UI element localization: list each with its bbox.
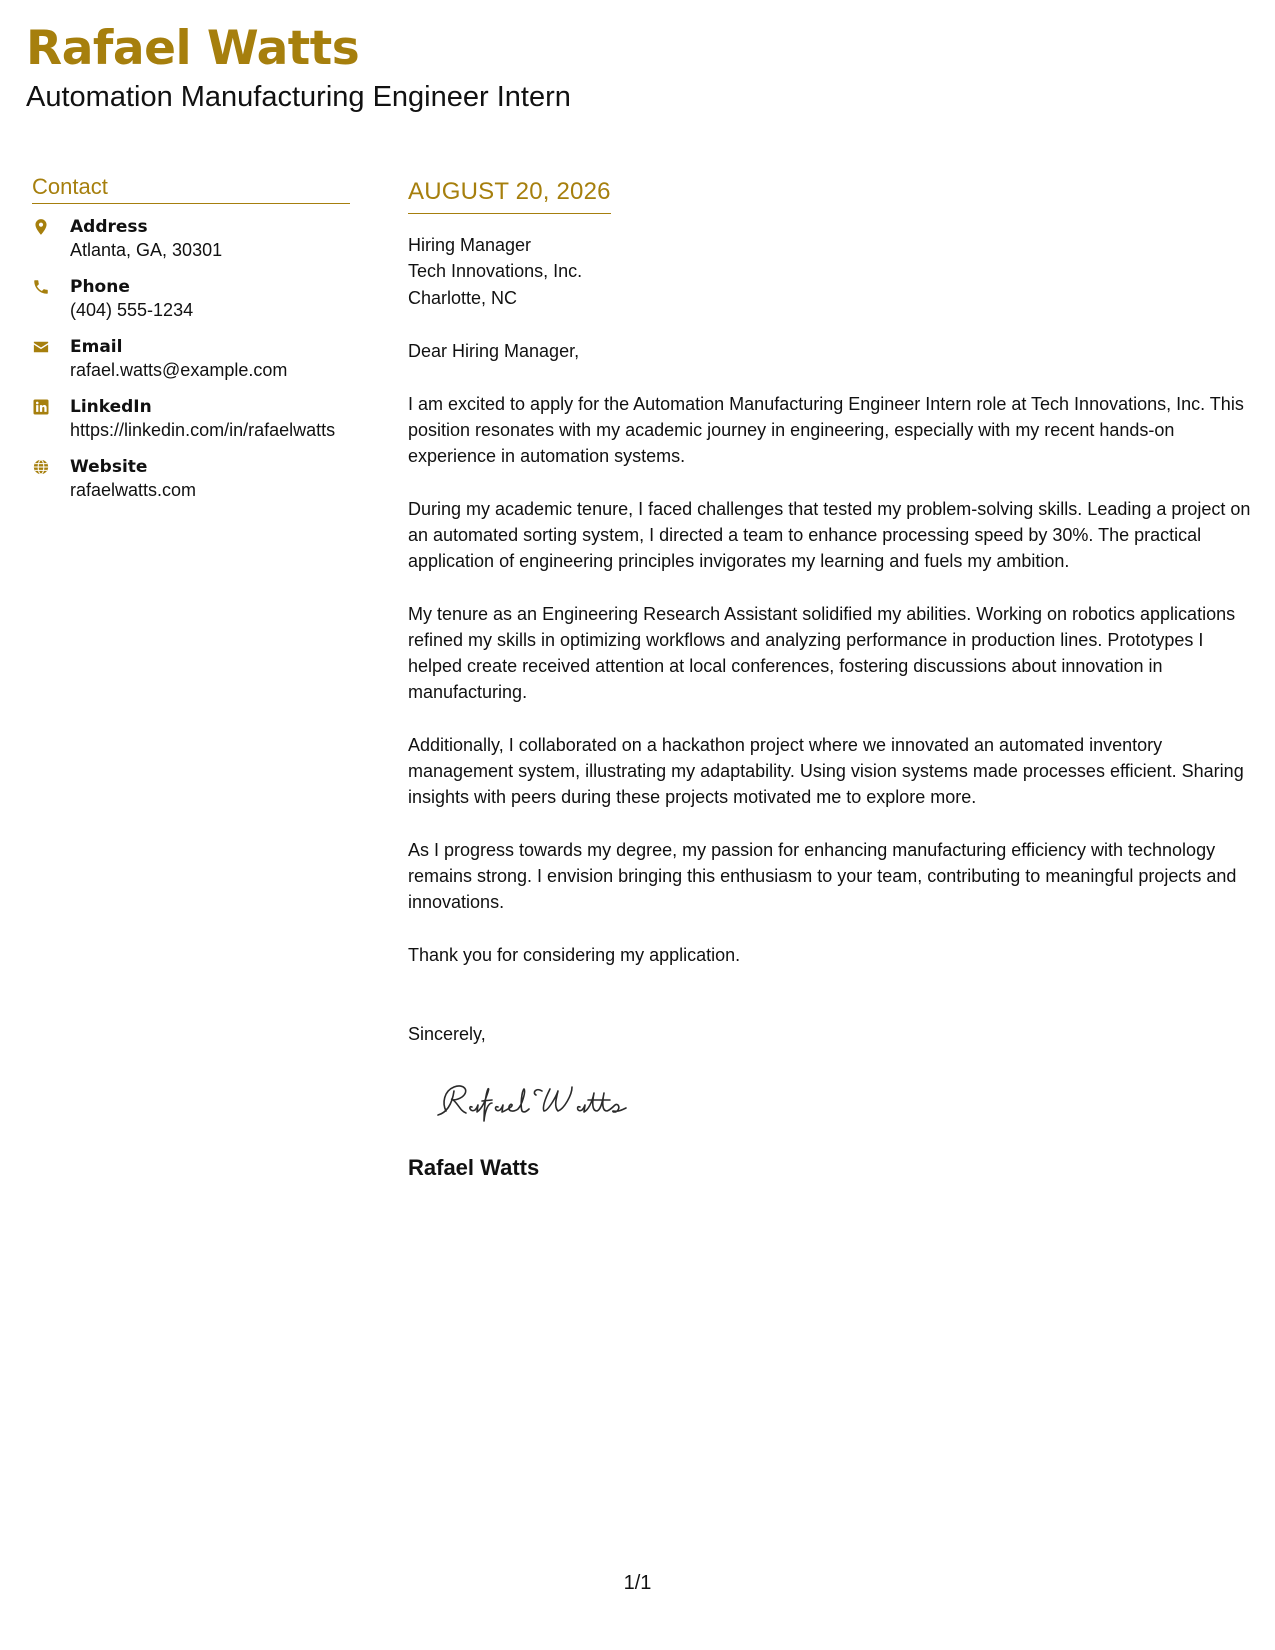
contact-value-email[interactable]: rafael.watts@example.com	[70, 360, 288, 381]
contact-sidebar	[32, 174, 350, 516]
contact-label-linkedin: LinkedIn	[70, 397, 152, 418]
phone-icon	[32, 276, 70, 296]
recipient-line: Hiring Manager	[408, 234, 532, 255]
letter-date: AUGUST 20, 2026	[408, 178, 611, 214]
applicant-name: Rafael Watts	[26, 21, 360, 76]
letter-paragraph: During my academic tenure, I faced challenges that tested my problem-solving skills. Leading a project on an automated sorting system, I directed a team to enhance processing speed by 30%. The practical application of engineering principles invigorates my learning and fuels my ambition.	[408, 498, 1251, 572]
contact-label-website: Website	[70, 457, 148, 478]
letter-body	[408, 178, 1253, 1181]
signer-name: Rafael Watts	[408, 1154, 540, 1180]
letter-paragraph: My tenure as an Engineering Research Assistant solidified my abilities. Working on robotics applications refined my skills in optimizing workflows and analyzing performance in production lines. Prototypes I helped create received attention at local conferences, fostering discussions about innovation in manufacturing.	[408, 603, 1236, 703]
recipient-line: Tech Innovations, Inc.	[408, 261, 583, 282]
map-pin-icon	[32, 216, 70, 236]
contact-value-phone[interactable]: (404) 555-1234	[70, 300, 194, 321]
contact-label-phone: Phone	[70, 277, 130, 298]
recipient-block	[408, 232, 1253, 312]
contact-value-address: Atlanta, GA, 30301	[70, 240, 223, 261]
contact-value-linkedin[interactable]: https://linkedin.com/in/rafaelwatts	[70, 420, 336, 441]
contact-label-email: Email	[70, 337, 123, 358]
letter-paragraph: I am excited to apply for the Automation Manufacturing Engineer Intern role at Tech Innovations, Inc. This position resonates with my academic journey in engineering, especially with my recent hands-on experience in automation systems.	[408, 393, 1244, 467]
salutation: Dear Hiring Manager,	[408, 341, 580, 362]
closing: Sincerely,	[408, 1023, 486, 1044]
linkedin-icon	[32, 396, 70, 416]
letter-paragraph: Additionally, I collaborated on a hackathon project where we innovated an automated inventory management system, illustrating my adaptability. Using vision systems made processes efficient. Sharing insights with peers during these projects motivated me to explore more.	[408, 734, 1244, 808]
globe-icon	[32, 456, 70, 476]
contact-heading: Contact	[32, 174, 350, 204]
contact-item-linkedin	[32, 396, 350, 443]
contact-value-website[interactable]: rafaelwatts.com	[70, 480, 197, 501]
letter-paragraph: Thank you for considering my application.	[408, 944, 741, 965]
contact-item-address	[32, 216, 350, 263]
contact-label-address: Address	[70, 217, 148, 238]
contact-item-phone	[32, 276, 350, 323]
letter-paragraph: As I progress towards my degree, my passion for enhancing manufacturing efficiency with technology remains strong. I envision bringing this enthusiasm to your team, contributing to meaningful projects and innovations.	[408, 839, 1237, 913]
page-number: 1/1	[623, 1572, 652, 1594]
envelope-icon	[32, 336, 70, 356]
recipient-line: Charlotte, NC	[408, 287, 518, 308]
contact-item-email	[32, 336, 350, 383]
contact-item-website	[32, 456, 350, 503]
job-title: Automation Manufacturing Engineer Intern	[26, 81, 571, 113]
handwritten-signature	[432, 1077, 1253, 1129]
